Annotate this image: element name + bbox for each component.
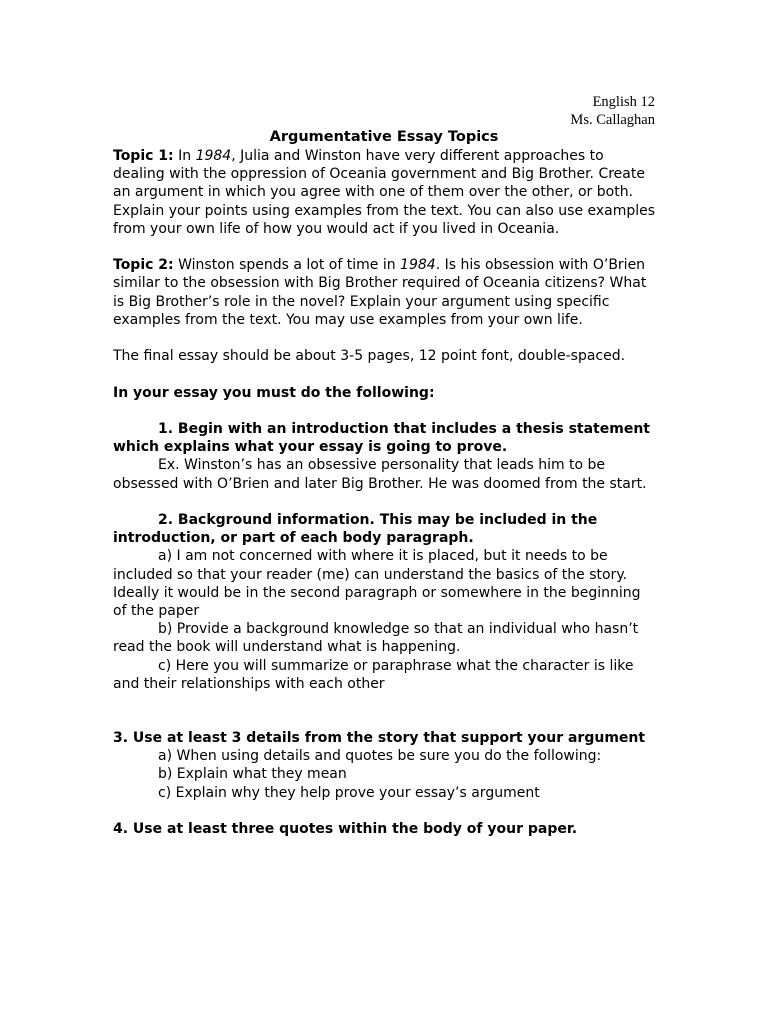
topic-1-book: 1984 bbox=[195, 148, 232, 164]
point-3-item-b: b) Explain what they mean bbox=[158, 766, 347, 783]
topic-2-text: . Is his obsession with O’Brien similar to the obsession with Big Brother required of Oceania citizens? What is Big Brother’s role in the novel? Explain your argument using specific examples from the text. You may use examples from your own life. bbox=[113, 257, 647, 328]
topic-1-text: , Julia and Winston have very different approaches to dealing with the oppression of Oceania government and Big Brother. Create an argument in which you agree with one of them over the other, or both. Explain your points using examples from the text. You can also use examples from your own life of how you would act if you lived in Oceania. bbox=[113, 148, 656, 237]
must-do-heading: In your essay you must do the following: bbox=[113, 384, 435, 401]
point-2-item-c: c) Here you will summarize or paraphrase what the character is like and their relationships with each other bbox=[113, 657, 634, 692]
teacher-name: Ms. Callaghan bbox=[570, 111, 655, 128]
course-name: English 12 bbox=[592, 94, 655, 110]
document-body bbox=[113, 147, 658, 838]
point-1-example: Ex. Winston’s has an obsessive personality that leads him to be obsessed with O’Brien and later Big Brother. He was doomed from the start. bbox=[113, 457, 647, 492]
point-2-item-a: a) I am not concerned with where it is placed, but it needs to be included so that your reader (me) can understand the basics of the story. Ideally it would be in the second paragraph or somewhere in the beginning of the paper bbox=[113, 548, 641, 619]
point-1-heading: 1. Begin with an introduction that includes a thesis statement which explains what your essay is going to prove. bbox=[113, 420, 650, 456]
topic-2-paragraph bbox=[113, 256, 658, 329]
topic-2-label: Topic 2: bbox=[113, 257, 174, 274]
header-block bbox=[570, 94, 655, 129]
topic-2-pre: Winston spends a lot of time in bbox=[173, 257, 401, 274]
point-2-heading: 2. Background information. This may be included in the introduction, or part of each body paragraph. bbox=[113, 511, 598, 547]
topic-1-paragraph bbox=[113, 147, 658, 238]
point-4-heading: 4. Use at least three quotes within the body of your paper. bbox=[113, 821, 578, 838]
topic-1-pre: In bbox=[173, 148, 196, 164]
point-3-heading: 3. Use at least 3 details from the story that support your argument bbox=[113, 730, 646, 747]
point-3-item-a: a) When using details and quotes be sure you do the following: bbox=[158, 748, 602, 765]
topic-1-label: Topic 1: bbox=[113, 148, 174, 164]
page-title: Argumentative Essay Topics bbox=[269, 129, 499, 145]
point-2-item-b: b) Provide a background knowledge so that an individual who hasn’t read the book will understand what is happening. bbox=[113, 621, 639, 656]
topic-2-book: 1984 bbox=[400, 257, 436, 274]
point-3-item-c: c) Explain why they help prove your essay’s argument bbox=[158, 784, 540, 801]
requirements-paragraph: The final essay should be about 3-5 pages, 12 point font, double-spaced. bbox=[113, 348, 626, 365]
